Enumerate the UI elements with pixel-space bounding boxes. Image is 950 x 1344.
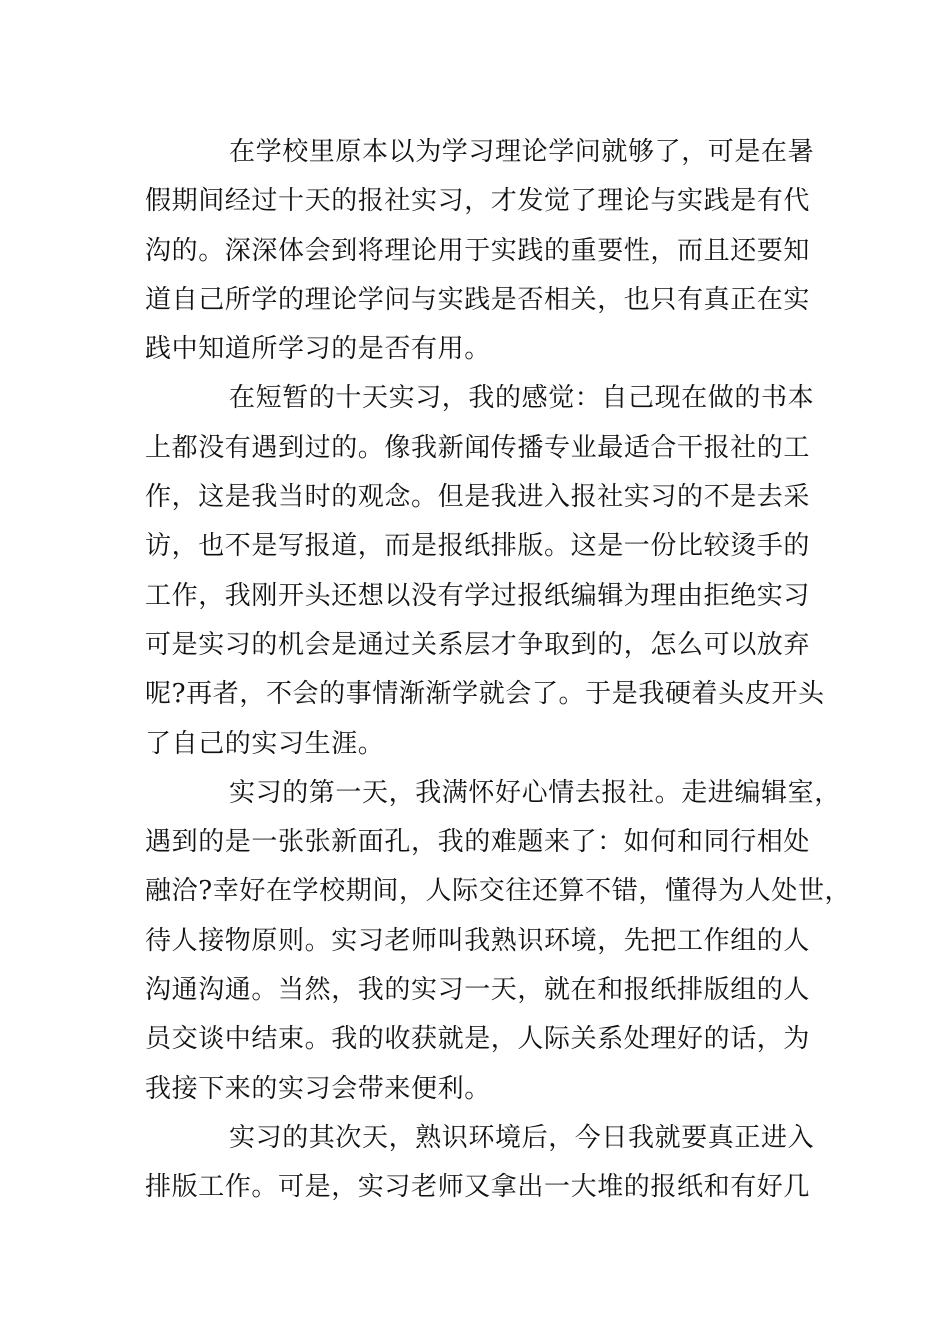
text-line: 员交谈中结束。我的收获就是，人际关系处理好的话，为 [145,1024,811,1055]
text-line: 呢?再者，不会的事情渐渐学就会了。于是我硬着头皮开头 [145,679,825,710]
text-line: 可是实习的机会是通过关系层才争取到的，怎么可以放弃 [145,629,811,660]
text-line: 实习的第一天，我满怀好心情去报社。走进编辑室， [229,777,841,808]
text-line: 在学校里原本以为学习理论学问就够了，可是在暑 [229,137,815,167]
text-line: 我接下来的实习会带来便利。 [145,1073,491,1104]
text-line: 融洽?幸好在学校期间，人际交往还算不错，懂得为人处世， [145,876,852,907]
text-line: 在短暂的十天实习，我的感觉：自己现在做的书本 [229,383,815,414]
text-line: 作，这是我当时的观念。但是我进入报社实习的不是去采 [145,482,811,513]
text-line: 道自己所学的理论学问与实践是否相关，也只有真正在实 [145,284,811,315]
text-line: 遇到的是一张张新面孔，我的难题来了：如何和同行相处 [145,827,811,858]
text-line: 了自己的实习生涯。 [145,728,385,759]
text-line: 上都没有遇到过的。像我新闻传播专业最适合干报社的工 [145,432,811,463]
body-text [145,128,852,1213]
text-line: 践中知道所学习的是否有用。 [145,334,491,365]
text-line: 访，也不是写报道，而是报纸排版。这是一份比较烫手的 [145,531,811,562]
text-line: 排版工作。可是，实习老师又拿出一大堆的报纸和有好几 [145,1172,811,1203]
text-line: 待人接物原则。实习老师叫我熟识环境，先把工作组的人 [145,925,811,956]
text-line: 沟通沟通。当然，我的实习一天，就在和报纸排版组的人 [145,975,811,1006]
text-line: 沟的。深深体会到将理论用于实践的重要性，而且还要知 [145,235,811,266]
text-line: 假期间经过十天的报社实习，才发觉了理论与实践是有代 [145,186,811,217]
text-line: 工作，我刚开头还想以没有学过报纸编辑为理由拒绝实习 [145,580,811,611]
text-line: 实习的其次天，熟识环境后，今日我就要真正进入 [229,1122,815,1153]
